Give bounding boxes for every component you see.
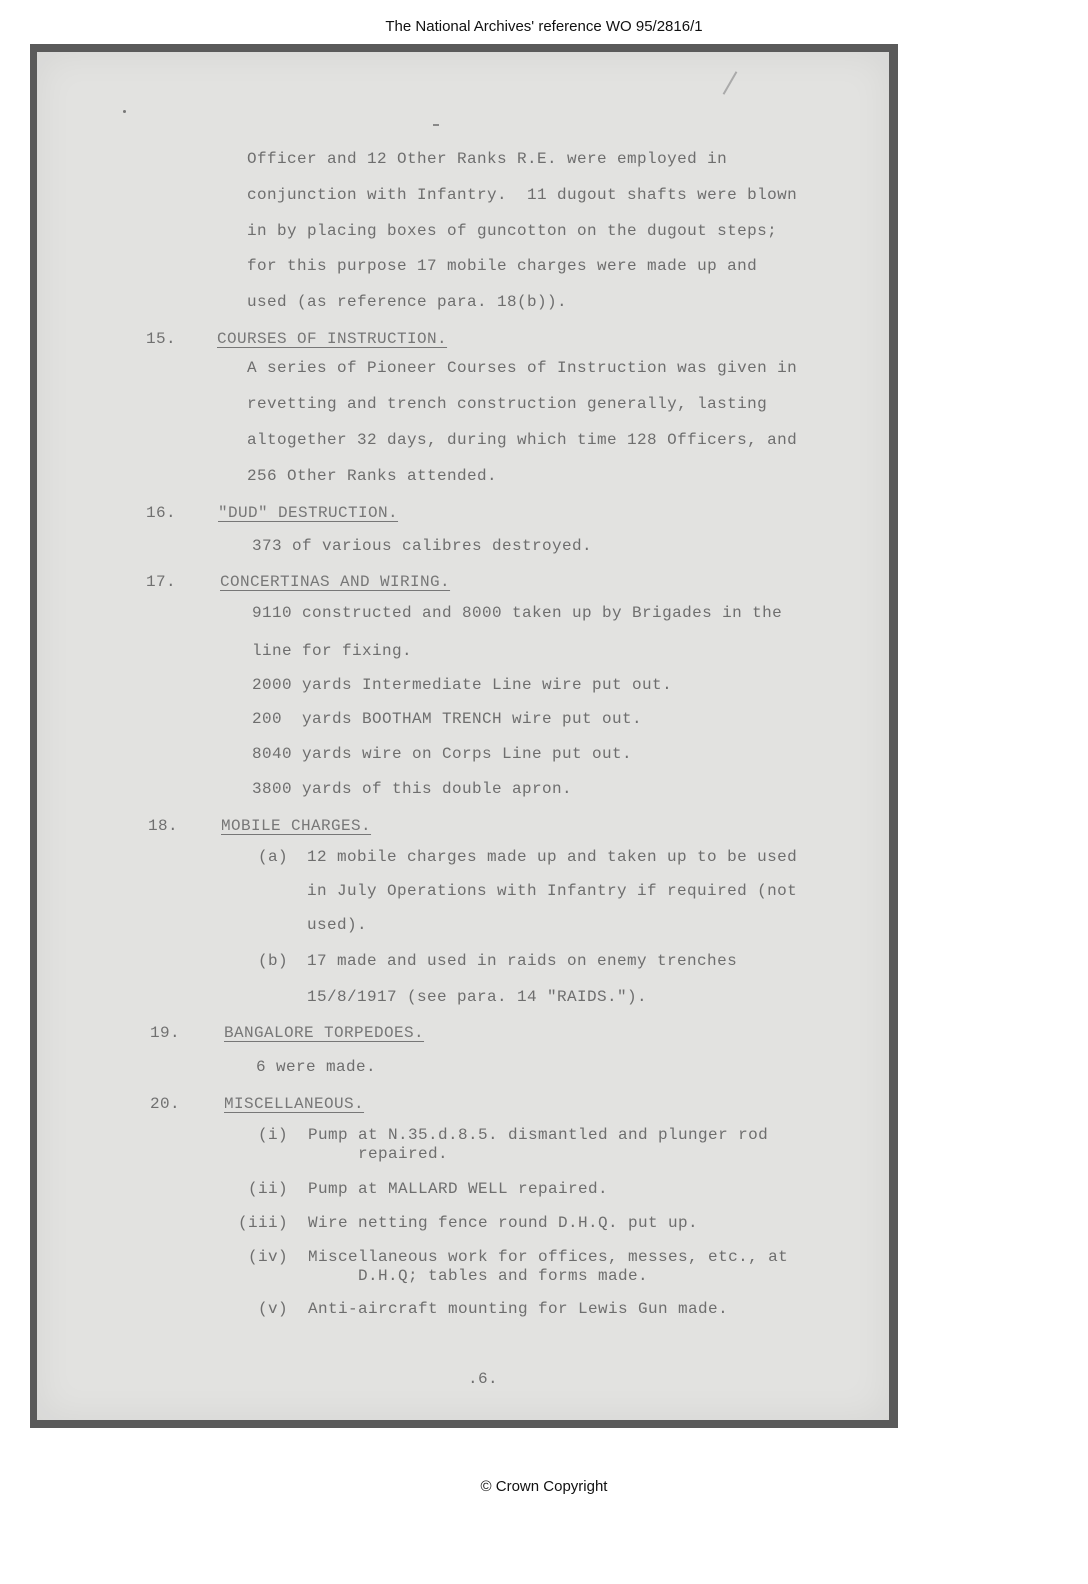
body-line: A series of Pioneer Courses of Instruction was given in — [247, 359, 798, 377]
item-label: (ii) — [248, 1180, 289, 1198]
body-line: repaired. — [308, 1145, 449, 1163]
body-line: revetting and trench construction generally, lasting — [247, 395, 768, 413]
item-label: (a) — [258, 848, 289, 866]
body-line: conjunction with Infantry. 11 dugout shafts were blown — [247, 186, 798, 204]
body-line: for this purpose 17 mobile charges were made up and — [247, 257, 758, 275]
item-label: (i) — [258, 1126, 289, 1144]
body-line: 3800 yards of this double apron. — [252, 780, 573, 798]
body-line: Miscellaneous work for offices, messes, etc., at — [308, 1248, 789, 1266]
body-line: altogether 32 days, during which time 128 Officers, and — [247, 431, 798, 449]
body-line: 15/8/1917 (see para. 14 "RAIDS."). — [307, 988, 648, 1006]
archive-reference-header: The National Archives' reference WO 95/2816/1 — [385, 18, 703, 35]
body-line: 12 mobile charges made up and taken up to be used — [307, 848, 798, 866]
body-line: D.H.Q; tables and forms made. — [308, 1267, 649, 1285]
body-line: 9110 constructed and 8000 taken up by Brigades in the — [252, 604, 783, 622]
body-line: Anti-aircraft mounting for Lewis Gun made. — [308, 1300, 729, 1318]
body-line: Officer and 12 Other Ranks R.E. were employed in — [247, 150, 728, 168]
body-line: Wire netting fence round D.H.Q. put up. — [308, 1214, 699, 1232]
body-line: 17 made and used in raids on enemy trenches — [307, 952, 738, 970]
item-label: (iii) — [238, 1214, 289, 1232]
section-number: 19. — [150, 1024, 181, 1042]
section-number: 18. — [148, 817, 179, 835]
section-heading: CONCERTINAS AND WIRING. — [220, 573, 451, 591]
item-label: (v) — [258, 1300, 289, 1318]
paper-speck — [123, 110, 126, 113]
item-label: (iv) — [248, 1248, 289, 1266]
section-heading: COURSES OF INSTRUCTION. — [217, 330, 448, 348]
section-heading: MOBILE CHARGES. — [221, 817, 372, 835]
body-line: in by placing boxes of guncotton on the dugout steps; — [247, 222, 778, 240]
section-number: 17. — [146, 573, 177, 591]
copyright-footer: © Crown Copyright — [480, 1478, 608, 1495]
body-line: Pump at MALLARD WELL repaired. — [308, 1180, 609, 1198]
paper-speck — [433, 124, 439, 126]
section-number: 20. — [150, 1095, 181, 1113]
section-heading: BANGALORE TORPEDOES. — [224, 1024, 425, 1042]
body-line: 6 were made. — [256, 1058, 377, 1076]
body-line: line for fixing. — [252, 642, 413, 660]
body-line: in July Operations with Infantry if required (not — [307, 882, 798, 900]
item-label: (b) — [258, 952, 289, 970]
body-line: used (as reference para. 18(b)). — [247, 293, 568, 311]
body-line: 200 yards BOOTHAM TRENCH wire put out. — [252, 710, 643, 728]
pencil-mark — [723, 71, 738, 95]
section-number: 15. — [146, 330, 177, 348]
section-number: 16. — [146, 504, 177, 522]
body-line: Pump at N.35.d.8.5. dismantled and plunger rod — [308, 1126, 769, 1144]
body-line: 8040 yards wire on Corps Line put out. — [252, 745, 633, 763]
body-line: used). — [307, 916, 368, 934]
page-number: .6. — [468, 1370, 499, 1388]
section-heading: "DUD" DESTRUCTION. — [218, 504, 399, 522]
body-line: 2000 yards Intermediate Line wire put out. — [252, 676, 673, 694]
body-line: 373 of various calibres destroyed. — [252, 537, 593, 555]
section-heading: MISCELLANEOUS. — [224, 1095, 365, 1113]
body-line: 256 Other Ranks attended. — [247, 467, 498, 485]
